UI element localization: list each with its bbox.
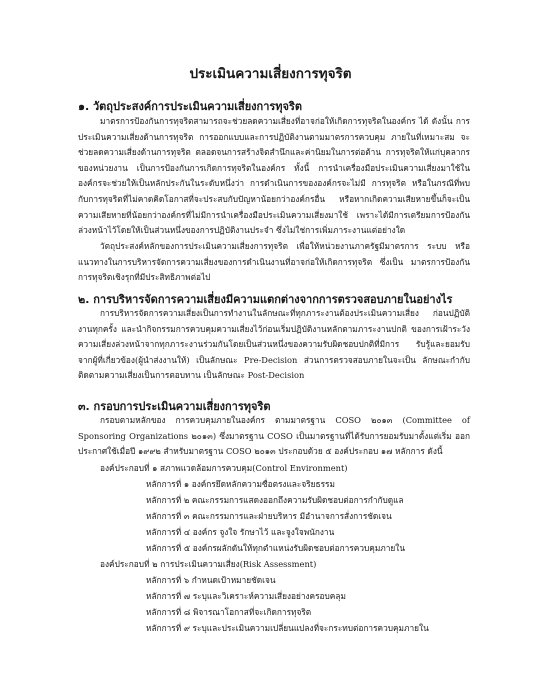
principle-item: หลักการที่ ๔ องค์กร จูงใจ รักษาไว้ และจูงใจพนักงาน [146, 527, 335, 537]
section-1-paragraph-2 [78, 239, 470, 286]
section-3-paragraph-text: กรอบตามหลักของ การควบคุมภายในองค์กร ตามมาตรฐาน COSO ๒๐๑๓ (Committee of Sponsoring Organizations ๒๐๑๓) ซึ่งมาตรฐาน COSO เป็นมาตรฐานที่ได้รับการยอมรับมาตั้งแต่เริ่ม ออกประกาศใช้เมื่อปี ๑๙๙๒ สำหรับมาตรฐาน COSO ๒๐๑๓ ประกอบด้วย ๕ องค์ประกอบ ๑๗ หลักการ ดังนี้ [78, 415, 470, 457]
principle-item: หลักการที่ ๘ พิจารณาโอกาสที่จะเกิดการทุจริต [146, 607, 312, 617]
component-2-label: องค์ประกอบที่ ๒ การประเมินความเสี่ยง(Risk Assessment) [100, 559, 317, 569]
principle-item: หลักการที่ ๙ ระบุและประเมินความเปลี่ยนแปลงที่จะกระทบต่อการควบคุมภายใน [146, 623, 429, 633]
principle-item: หลักการที่ ๒ คณะกรรมการแสดงออกถึงความรับผิดชอบต่อการกำกับดูแล [146, 495, 404, 505]
section-1-paragraph-2-text: วัตถุประสงค์หลักของการประเมินความเสี่ยงการทุจริต เพื่อให้หน่วยงานภาครัฐมีมาตรการ ระบบ หรือแนวทางในการบริหารจัดการความเสี่ยงของการดำเนินงานที่อาจก่อให้เกิดการทุจริต ซึ่งเป็น มาตรการป้องกันการทุจริตเชิงรุกที่มีประสิทธิภาพต่อไป [78, 241, 470, 283]
principle-item: หลักการที่ ๓ คณะกรรมการและฝ่ายบริหาร มีอำนาจการสั่งการชัดเจน [146, 511, 392, 521]
section-2-paragraph-text: การบริหารจัดการความเสี่ยงเป็นการทำงานในลักษณะที่ทุกภาระงานต้องประเมินความเสี่ยง ก่อนปฏิบัติงานทุกครั้ง และนำกิจกรรมการควบคุมความเสี่ยงไว้ก่อนเริ่มปฏิบัติงานหลักตามภาระงานปกติ ของการเฝ้าระวังความเสี่ยงล่วงหน้าจากทุกภาระงานร่วมกันโดยเป็นส่วนหนึ่งของความรับผิดชอบปกติที่มีการ รับรู้และยอมรับจากผู้ที่เกี่ยวข้อง(ผู้นำส่งงานให้) เป็นลักษณะ Pre-Decision ส่วนการตรวจสอบภายในจะเป็น ลักษณะกำกับติดตามความเสี่ยงเป็นการตอบทาน เป็นลักษณะ Post-Decision [78, 308, 470, 381]
principle-item: หลักการที่ ๖ กำหนดเป้าหมายชัดเจน [146, 575, 276, 585]
section-1-paragraph-1-text: มาตรการป้องกันการทุจริตสามารถจะช่วยลดความเสี่ยงที่อาจก่อให้เกิดการทุจริตในองค์กร ได้ ดังนั้น การประเมินความเสี่ยงด้านการทุจริต การออกแบบและการปฏิบัติงานตามมาตรการควบคุม ภายในที่เหมาะสม จะช่วยลดความเสี่ยงด้านการทุจริต ตลอดจนการสร้างจิตสำนึกและค่านิยมในการต่อต้าน การทุจริตให้แก่บุคลากร ของหน่วยงาน เป็นการป้องกันการเกิดการทุจริตในองค์กร ทั้งนี้ การนำเครื่องมือประเมินความเสี่ยงมาใช้ในองค์กรจะช่วยให้เป็นหลักประกันในระดับหนึ่งว่า การดำเนินการขององค์กรจะไม่มี การทุจริต หรือในกรณีที่พบกับการทุจริตที่ไม่คาดคิดโอกาสที่จะประสบกับปัญหาน้อยกว่าองค์กรอื่น หรือหากเกิดความเสียหายขึ้นก็จะเป็นความเสียหายที่น้อยกว่าองค์กรที่ไม่มีการนำเครื่องมือประเมินความเสี่ยงมาใช้ เพราะได้มีการเตรียมการป้องกันล่วงหน้าไว้โดยให้เป็นส่วนหนึ่งของการปฏิบัติงานประจำ ซึ่งไม่ใช่การเพิ่มภาระงานแต่อย่างใด [78, 116, 470, 236]
principle-item: หลักการที่ ๕ องค์กรผลักดันให้ทุกตำแหน่งรับผิดชอบต่อการควบคุมภายใน [146, 543, 406, 553]
section-2-heading: ๒. การบริหารจัดการความเสี่ยงมีความแตกต่างจากการตรวจสอบภายในอย่างไร [78, 293, 453, 306]
section-3-paragraph [78, 413, 470, 460]
page-title: ประเมินความเสี่ยงการทุจริต [189, 66, 352, 82]
principle-item: หลักการที่ ๑ องค์กรยึดหลักความซื่อตรงและจริยธรรม [146, 479, 335, 489]
section-2-paragraph [78, 306, 470, 384]
component-1-label: องค์ประกอบที่ ๑ สภาพแวดล้อมการควบคุม(Control Environment) [100, 463, 348, 473]
section-1-paragraph-1 [78, 114, 470, 239]
section-1-heading: ๑. วัตถุประสงค์การประเมินความเสี่ยงการทุจริต [78, 100, 303, 113]
principle-item: หลักการที่ ๗ ระบุและวิเคราะห์ความเสี่ยงอย่างครอบคลุม [146, 591, 346, 601]
section-3-heading: ๓. กรอบการประเมินความเสี่ยงการทุจริต [78, 400, 271, 413]
